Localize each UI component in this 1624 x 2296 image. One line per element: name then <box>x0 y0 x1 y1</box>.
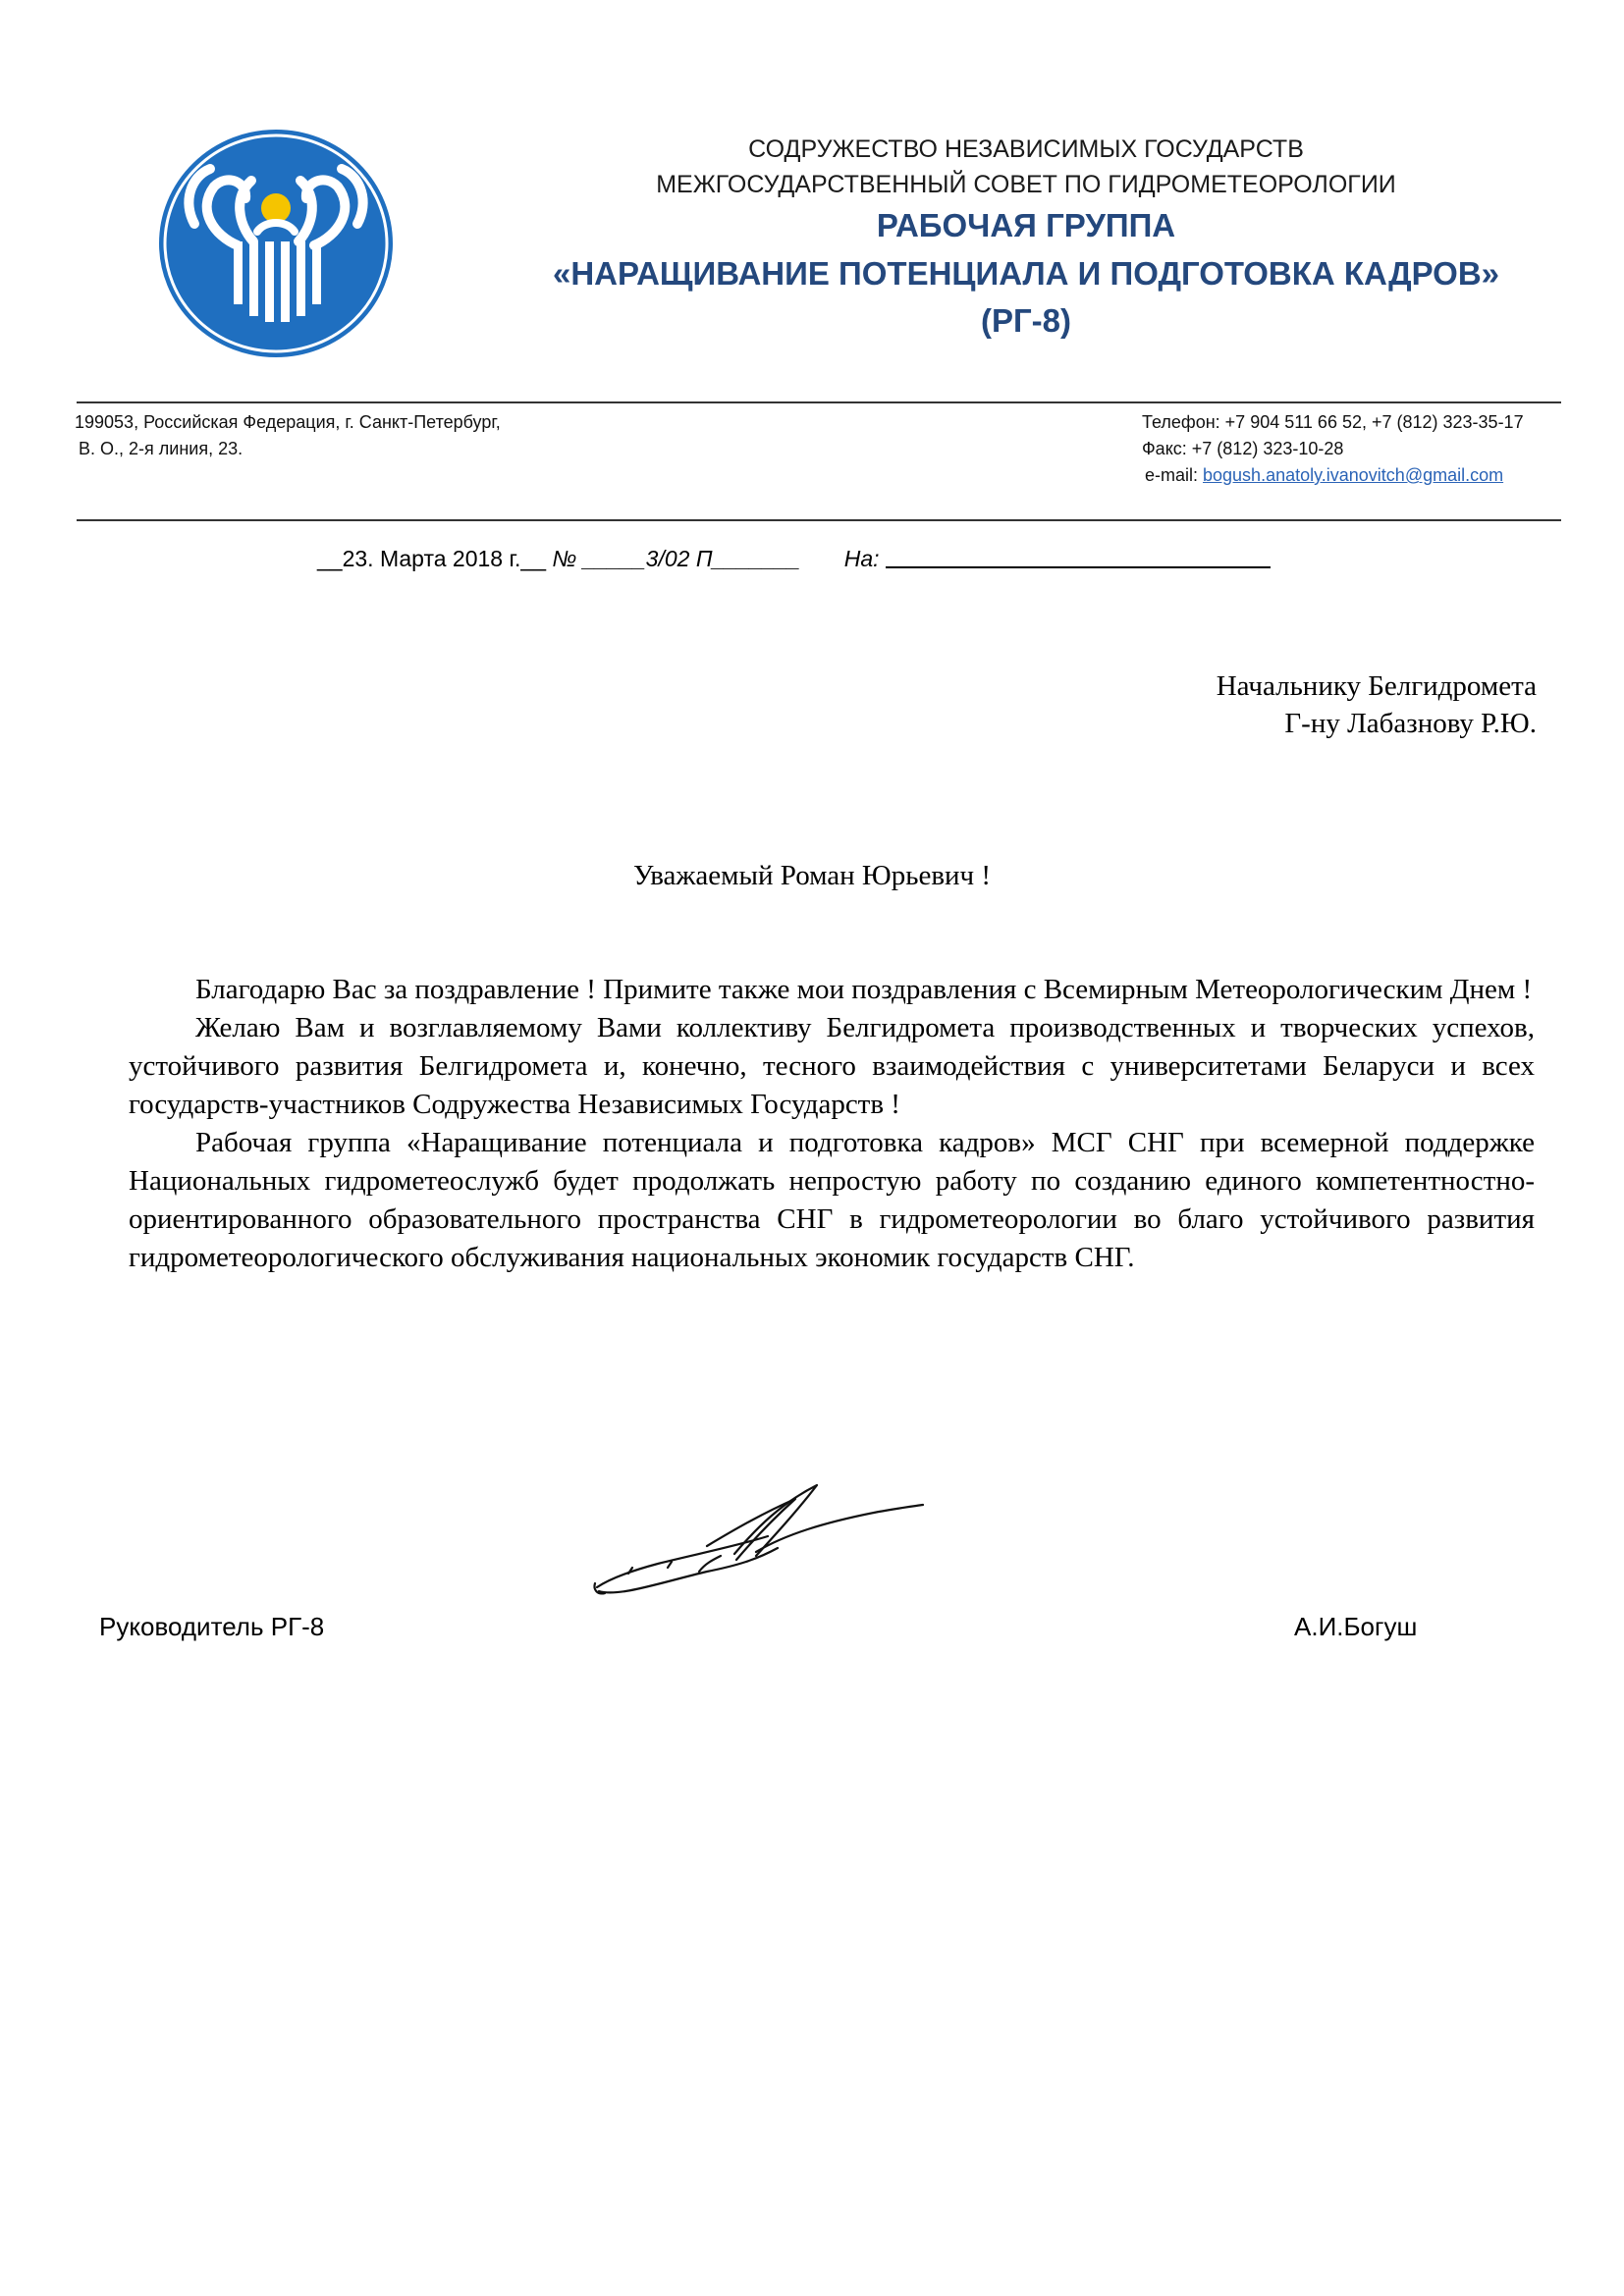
email-label: e-mail: <box>1145 465 1204 485</box>
paragraph-3: Рабочая группа «Наращивание потенциала и подготовка кадров» МСГ СНГ при всемерной поддержке Национальных гидрометеослужб будет продолжать непростую работу по созданию единого компетентностно-ориентированного образовательного пространства СНГ в гидрометеорологии во благо устойчивого развития гидрометеорологического обслуживания национальных экономик государств СНГ. <box>129 1127 1535 1273</box>
phone: Телефон: +7 904 511 66 52, +7 (812) 323-35-17 <box>1142 412 1524 432</box>
address-line-1: 199053, Российская Федерация, г. Санкт-Петербург, <box>75 412 501 432</box>
ref-to-label: На: <box>843 546 880 571</box>
org-name: СОДРУЖЕСТВО НЕЗАВИСИМЫХ ГОСУДАРСТВ <box>748 135 1304 163</box>
signatory-name: А.И.Богуш <box>1294 1612 1418 1641</box>
letter-body <box>129 971 1535 1277</box>
cis-emblem-logo <box>155 126 397 361</box>
header-divider <box>77 401 1561 403</box>
address-line-2: В. О., 2-я линия, 23. <box>79 439 244 458</box>
ref-to-blank <box>886 545 1271 568</box>
recipient-line-1: Начальнику Белгидромета <box>1216 670 1537 702</box>
group-label: РАБОЧАЯ ГРУППА <box>876 207 1176 243</box>
council-name: МЕЖГОСУДАРСТВЕННЫЙ СОВЕТ ПО ГИДРОМЕТЕОРОЛОГИИ <box>656 171 1396 198</box>
greeting: Уважаемый Роман Юрьевич ! <box>632 860 992 891</box>
email-link[interactable]: bogush.anatoly.ivanovitch@gmail.com <box>1203 465 1504 485</box>
group-code: (РГ-8) <box>980 302 1072 339</box>
group-name: «НАРАЩИВАНИЕ ПОТЕНЦИАЛА И ПОДГОТОВКА КАДРОВ» <box>552 255 1500 292</box>
reference-line <box>317 545 1271 572</box>
ref-number: _____3/02 П_______ <box>582 546 801 571</box>
ref-date: __23. Марта 2018 г.__ <box>317 546 547 571</box>
paragraph-2: Желаю Вам и возглавляемому Вами коллективу Белгидромета производственных и творческих успехов, устойчивого развития Белгидромета и, конечно, тесного взаимодействия с университетами Беларуси и всех государств-участников Содружества Независимых Государств ! <box>129 1012 1535 1120</box>
recipient-block <box>1217 667 1537 742</box>
recipient-line-2: Г-ну Лабазнову Р.Ю. <box>1284 708 1537 739</box>
handwritten-signature <box>589 1477 933 1605</box>
paragraph-1: Благодарю Вас за поздравление ! Примите также мои поздравления с Всемирным Метеорологическим Днем ! <box>195 974 1533 1005</box>
email-line <box>1145 465 1503 486</box>
ref-number-label: № <box>552 546 577 571</box>
contacts-divider <box>77 519 1561 521</box>
signatory-title: Руководитель РГ-8 <box>99 1612 325 1641</box>
fax: Факс: +7 (812) 323-10-28 <box>1142 439 1344 458</box>
